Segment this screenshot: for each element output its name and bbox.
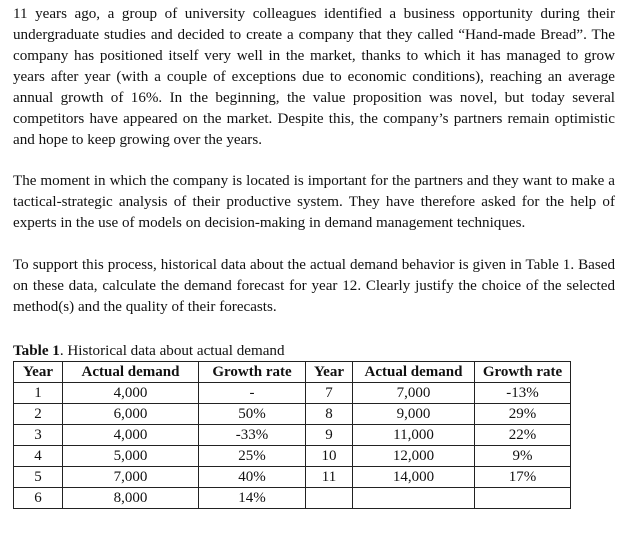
table-cell: 12,000 bbox=[353, 446, 475, 467]
header-actual-demand: Actual demand bbox=[63, 362, 199, 383]
table-cell: 6 bbox=[14, 488, 63, 509]
table-cell: 50% bbox=[199, 404, 306, 425]
table-cell: 9,000 bbox=[353, 404, 475, 425]
table-cell: 17% bbox=[475, 467, 571, 488]
table-cell: 9 bbox=[306, 425, 353, 446]
table-cell: 25% bbox=[199, 446, 306, 467]
table-cell: 7 bbox=[306, 383, 353, 404]
table-header-row bbox=[14, 362, 571, 383]
table-cell bbox=[353, 488, 475, 509]
table-cell: 4 bbox=[14, 446, 63, 467]
table-cell: 4,000 bbox=[63, 425, 199, 446]
table-cell: 11 bbox=[306, 467, 353, 488]
table-cell: 8 bbox=[306, 404, 353, 425]
header-actual-demand: Actual demand bbox=[353, 362, 475, 383]
table-cell: 3 bbox=[14, 425, 63, 446]
table-cell: 9% bbox=[475, 446, 571, 467]
table-row bbox=[14, 488, 571, 509]
paragraph-context: The moment in which the company is located is important for the partners and they want to make a tactical-strategic analysis of their productive system. They have therefore asked for the help of experts in the use of models on decision-making in demand management techniques. bbox=[13, 173, 615, 231]
table-cell: 1 bbox=[14, 383, 63, 404]
table-cell bbox=[475, 488, 571, 509]
table-cell: 10 bbox=[306, 446, 353, 467]
table-cell: 8,000 bbox=[63, 488, 199, 509]
table-cell: -13% bbox=[475, 383, 571, 404]
document-page bbox=[13, 4, 615, 509]
table-cell: 14,000 bbox=[353, 467, 475, 488]
table-cell bbox=[306, 488, 353, 509]
table-cell: 11,000 bbox=[353, 425, 475, 446]
paragraph-intro: 11 years ago, a group of university colleagues identified a business opportunity during their undergraduate studies and decided to create a company that they called “Hand-made Bread”. The company has positioned itself very well in the market, thanks to which it has managed to grow years after year (with a couple of exceptions due to economic conditions), reaching an average annual growth of 16%. In the beginning, the value proposition was novel, but today several competitors have appeared on the market. Despite this, the company’s partners remain optimistic and hope to keep growing over the years. bbox=[13, 6, 615, 148]
table-row bbox=[14, 446, 571, 467]
table-caption bbox=[13, 342, 615, 360]
table-cell: 7,000 bbox=[353, 383, 475, 404]
table-row bbox=[14, 404, 571, 425]
table-row bbox=[14, 467, 571, 488]
table-cell: 14% bbox=[199, 488, 306, 509]
table-cell: 6,000 bbox=[63, 404, 199, 425]
table-cell: 22% bbox=[475, 425, 571, 446]
table-cell: 7,000 bbox=[63, 467, 199, 488]
table-cell: 2 bbox=[14, 404, 63, 425]
table-cell: -33% bbox=[199, 425, 306, 446]
table-row bbox=[14, 383, 571, 404]
header-growth-rate: Growth rate bbox=[475, 362, 571, 383]
header-growth-rate: Growth rate bbox=[199, 362, 306, 383]
table-cell: 5 bbox=[14, 467, 63, 488]
historical-demand-table bbox=[13, 361, 571, 509]
header-year: Year bbox=[306, 362, 353, 383]
paragraph-task: To support this process, historical data about the actual demand behavior is given in Table 1. Based on these data, calculate the demand forecast for year 12. Clearly justify the choice of the selected method(s) and the quality of their forecasts. bbox=[13, 257, 615, 315]
table-cell: 4,000 bbox=[63, 383, 199, 404]
table-row bbox=[14, 425, 571, 446]
table-caption-label: Table 1 bbox=[13, 343, 60, 359]
table-cell: - bbox=[199, 383, 306, 404]
table-cell: 29% bbox=[475, 404, 571, 425]
table-caption-text: . Historical data about actual demand bbox=[59, 343, 285, 359]
table-cell: 5,000 bbox=[63, 446, 199, 467]
table-cell: 40% bbox=[199, 467, 306, 488]
header-year: Year bbox=[14, 362, 63, 383]
